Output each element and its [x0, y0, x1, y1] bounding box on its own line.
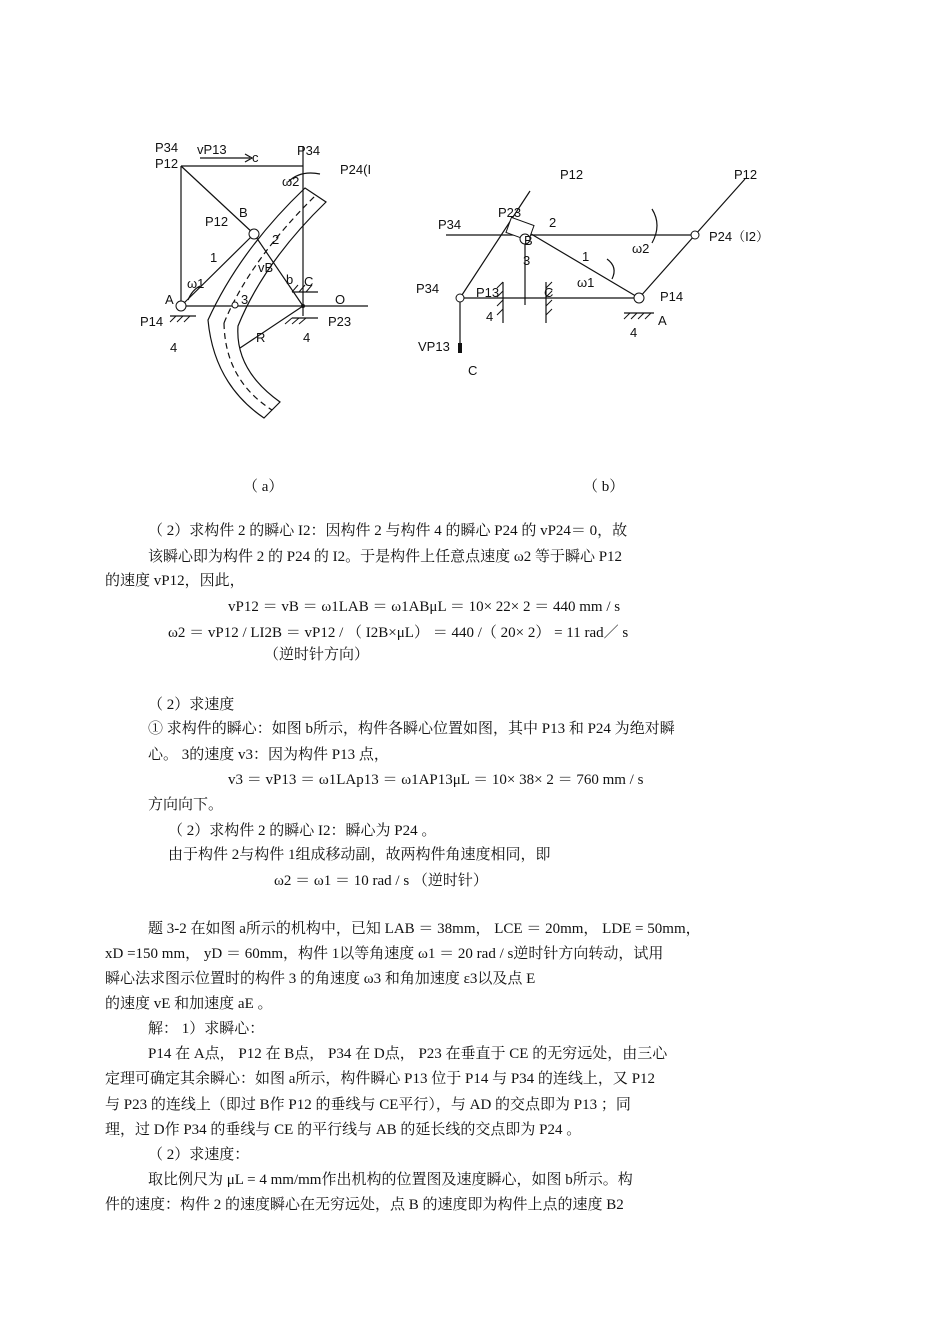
- text-line: 的速度 vE 和加速度 aE 。: [105, 996, 273, 1012]
- text-line: 该瞬心即为构件 2 的 P24 的 I2。于是构件上任意点速度 ω2 等于瞬心 P12: [148, 549, 623, 565]
- label-p24: P24(I: [340, 162, 372, 177]
- figure-b: [412, 155, 792, 395]
- label-n1: 1: [582, 249, 590, 264]
- text-line: 件的速度：构件 2 的速度瞬心在无穷远处，点 B 的速度即为构件上点的速度 B2: [105, 1197, 624, 1213]
- label-a: A: [658, 313, 667, 328]
- label-n2: 2: [272, 232, 280, 247]
- label-o: O: [335, 292, 346, 307]
- text-line: ω2 ＝ vP12 / LI2B ＝ vP12 / （ I2B×μL） ＝ 440 /（ 20× 2） = 11 rad／ s: [168, 625, 629, 641]
- text-line: 心。 3的速度 v3：因为构件 P13 点，: [148, 747, 389, 763]
- text-line: ① 求构件的瞬心：如图 b所示，构件各瞬心位置如图，其中 P13 和 P24 为绝对瞬: [148, 721, 675, 737]
- text-line: xD =150 mm， yD ＝ 60mm，构件 1以等角速度 ω1 ＝ 20 rad / s逆时针方向转动，试用: [105, 946, 664, 962]
- text-line: 方向向下。: [148, 797, 224, 813]
- label-p12-b: P12: [205, 214, 229, 229]
- label-c-bottom: C: [468, 363, 478, 378]
- text-line: 题 3-2 在如图 a所示的机构中，已知 LAB ＝ 38mm， LCE ＝ 20mm， LDE = 50mm，: [148, 921, 701, 937]
- text-line: 理，过 D作 P34 的垂线与 CE 的平行线与 AB 的延长线的交点即为 P24 。: [105, 1122, 582, 1138]
- text-line: 定理可确定其余瞬心：如图 a所示，构件瞬心 P13 位于 P14 与 P34 的连线上，又 P12: [105, 1071, 656, 1087]
- label-p14: P14: [140, 314, 164, 329]
- text-line: 的速度 vP12，因此，: [105, 573, 245, 589]
- text-line: 取比例尺为 μL = 4 mm/mm作出机构的位置图及速度瞬心，如图 b所示。构: [148, 1172, 633, 1188]
- text-line: （ 2）求构件 2 的瞬心 I2：因构件 2 与构件 4 的瞬心 P24 的 vP24＝ 0，故: [148, 523, 628, 539]
- label-r: R: [256, 330, 266, 345]
- label-p34-right: P34: [297, 143, 321, 158]
- label-vb: vB: [258, 260, 274, 275]
- text-line: vP12 ＝ vB ＝ ω1LAB ＝ ω1ABμL ＝ 10× 22× 2 ＝ 440 mm / s: [228, 599, 621, 615]
- label-p13: P13: [476, 285, 500, 300]
- text-line: 瞬心法求图示位置时的构件 3 的角速度 ω3 和角加速度 ε3以及点 E: [105, 971, 536, 987]
- label-c: C: [544, 285, 554, 300]
- figure-a: [140, 130, 390, 430]
- label-c: C: [304, 274, 314, 289]
- label-b: B: [524, 233, 533, 248]
- text-line: ω2 ＝ ω1 ＝ 10 rad / s （逆时针）: [274, 873, 488, 889]
- text-line: 由于构件 2与构件 1组成移动副，故两构件角速度相同，即: [168, 847, 551, 863]
- label-n3: 3: [241, 292, 249, 307]
- label-n2: 2: [549, 215, 557, 230]
- label-n4-left: 4: [170, 340, 178, 355]
- label-c-top: c: [252, 150, 259, 165]
- label-p12-mid: P12: [560, 167, 584, 182]
- label-n4-left: 4: [486, 309, 494, 324]
- label-omega2: ω2: [282, 174, 300, 189]
- caption-b: （ b）: [583, 479, 625, 495]
- text-line: 解： 1）求瞬心：: [148, 1021, 265, 1037]
- label-vp13: vP13: [197, 142, 227, 157]
- text-line: 与 P23 的连线上（即过 B作 P12 的垂线与 CE平行），与 AD 的交点即为 P13 ；同: [105, 1097, 631, 1113]
- label-vp13: VP13: [418, 339, 450, 354]
- label-omega1: ω1: [187, 276, 205, 291]
- label-p34-left: P34: [416, 281, 440, 296]
- label-p14: P14: [660, 289, 684, 304]
- label-omega2: ω2: [632, 241, 650, 256]
- label-p12-left: P12: [155, 156, 179, 171]
- text-line: v3 ＝ vP13 ＝ ω1LAp13 ＝ ω1AP13μL ＝ 10× 38× 2 ＝ 760 mm / s: [228, 772, 644, 788]
- label-b: B: [239, 205, 248, 220]
- label-p24: P24（I2）: [709, 229, 769, 244]
- text-line: （逆时针方向）: [264, 647, 370, 663]
- text-line: （ 2）求速度：: [148, 1147, 250, 1163]
- label-p23: P23: [498, 205, 522, 220]
- label-b-small: b: [286, 272, 294, 287]
- label-a: A: [165, 292, 174, 307]
- text-line: P14 在 A点， P12 在 B点， P34 在 D点， P23 在垂直于 CE 的无穷远处，由三心: [148, 1046, 668, 1062]
- label-p34-top: P34: [438, 217, 462, 232]
- text-line: （ 2）求速度: [148, 697, 235, 713]
- caption-a: （ a）: [243, 479, 284, 495]
- label-n4-right: 4: [303, 330, 311, 345]
- label-n3: 3: [523, 253, 531, 268]
- label-omega1: ω1: [577, 275, 595, 290]
- label-n1: 1: [210, 250, 218, 265]
- label-p23: P23: [328, 314, 352, 329]
- text-line: （ 2）求构件 2 的瞬心 I2：瞬心为 P24 。: [168, 823, 437, 839]
- label-p12-right: P12: [734, 167, 758, 182]
- label-p34-top: P34: [155, 140, 179, 155]
- label-n4-right: 4: [630, 325, 638, 340]
